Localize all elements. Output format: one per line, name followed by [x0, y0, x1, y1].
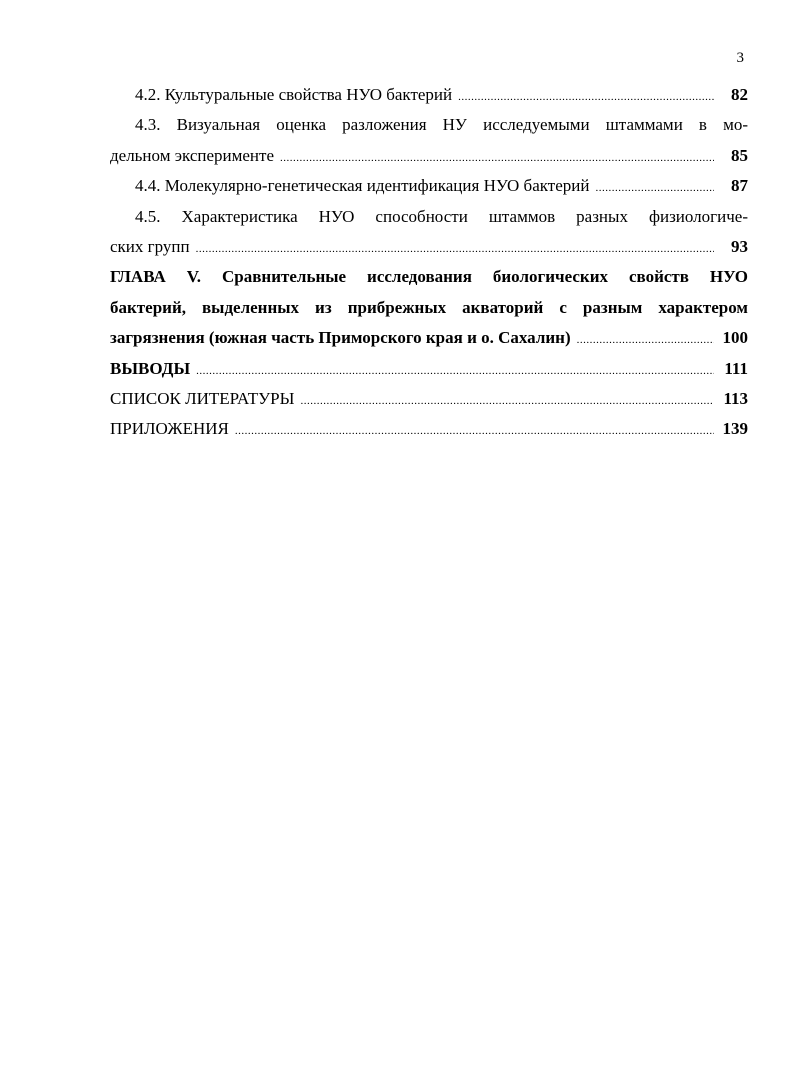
dot-leader [280, 143, 714, 173]
toc-entry-chapter-5-line-2[interactable] [110, 293, 748, 323]
table-of-contents [110, 80, 748, 445]
toc-entry-title: ВЫВОДЫ [110, 358, 191, 378]
toc-entry-title: 4.2. Культуральные свойства НУО бактерий [135, 85, 453, 104]
toc-entry-page: 93 [731, 236, 748, 256]
toc-entry-page: 82 [731, 85, 748, 104]
dot-leader [577, 325, 714, 355]
toc-entry-references[interactable] [110, 384, 748, 414]
toc-entry-title-cont: дельном эксперименте [110, 145, 275, 165]
toc-entry-page: 87 [731, 176, 748, 196]
toc-entry-4-5-line-1[interactable] [110, 202, 748, 232]
dot-leader [196, 356, 714, 386]
toc-entry-title: ПРИЛОЖЕНИЯ [110, 419, 229, 439]
dot-leader [196, 234, 714, 264]
dot-leader [300, 386, 714, 416]
dot-leader [458, 82, 714, 112]
dot-leader [235, 416, 714, 446]
toc-entry-title: СПИСОК ЛИТЕРАТУРЫ [110, 388, 295, 408]
toc-entry-4-5-line-2[interactable] [110, 232, 748, 262]
toc-entry-4-2[interactable] [110, 80, 748, 110]
toc-entry-title: ГЛАВА V. Сравнительные исследования биологических свойств НУО [110, 267, 748, 287]
toc-entry-conclusions[interactable] [110, 354, 748, 384]
toc-entry-page: 85 [731, 145, 748, 165]
toc-entry-4-4[interactable] [110, 171, 748, 201]
page-number: 3 [736, 50, 744, 66]
toc-entry-4-3-line-2[interactable] [110, 141, 748, 171]
toc-entry-title: 4.5. Характеристика НУО способности штаммов разных физиологиче- [135, 206, 748, 226]
toc-entry-title-cont: ских групп [110, 236, 190, 256]
toc-entry-appendices[interactable] [110, 414, 748, 444]
dot-leader [595, 173, 714, 203]
toc-entry-title: 4.3. Визуальная оценка разложения НУ исследуемыми штаммами в мо- [135, 115, 748, 135]
toc-entry-chapter-5-line-3[interactable] [110, 323, 748, 353]
toc-entry-4-3-line-1[interactable] [110, 110, 748, 140]
toc-entry-title: 4.4. Молекулярно-генетическая идентификация НУО бактерий [135, 176, 590, 196]
toc-entry-page: 111 [724, 358, 748, 378]
toc-entry-page: 113 [723, 388, 748, 408]
toc-entry-page: 100 [722, 328, 748, 348]
toc-entry-chapter-5-line-1[interactable] [110, 262, 748, 292]
toc-entry-title-cont: загрязнения (южная часть Приморского края и о. Сахалин) [110, 328, 571, 348]
toc-entry-title-cont: бактерий, выделенных из прибрежных акваторий с разным характером [110, 297, 748, 317]
toc-entry-page: 139 [722, 419, 748, 439]
